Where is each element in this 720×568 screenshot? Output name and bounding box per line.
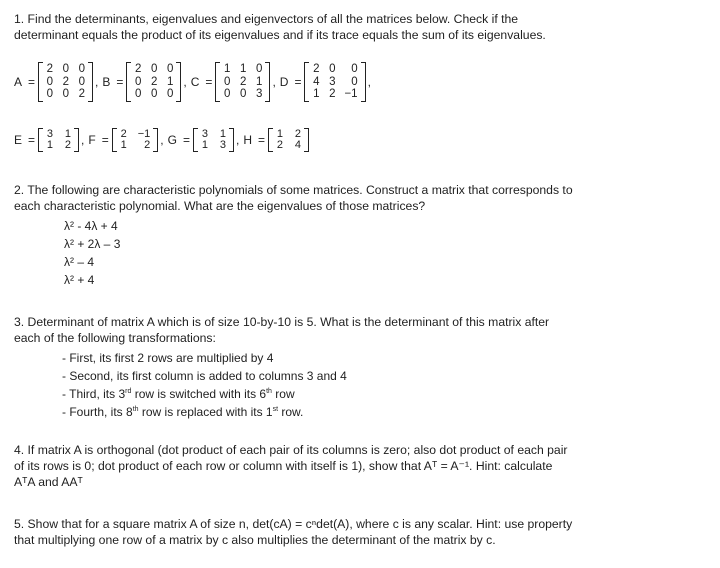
- matrix-cell: 2: [313, 63, 320, 75]
- matrix-cell: 0: [224, 75, 231, 88]
- matrix-cell: 0: [151, 63, 158, 75]
- matrix-cell: 3: [219, 139, 226, 151]
- matrix-cell: 2: [78, 88, 86, 100]
- matrix-cell: 0: [329, 63, 336, 75]
- right-bracket: [265, 62, 270, 102]
- matrix-cell: 0: [167, 88, 174, 100]
- matrix-cell: 3: [329, 75, 336, 88]
- matrix-d: [304, 62, 365, 102]
- matrix-name: B: [102, 74, 111, 89]
- matrix-cell: 2: [64, 139, 72, 151]
- question-2: [14, 182, 710, 214]
- matrix-cell: 0: [224, 88, 231, 100]
- right-bracket: [229, 128, 234, 152]
- matrix-cell: 2: [144, 139, 151, 151]
- matrix-cell: 1: [256, 75, 263, 88]
- matrix-cell: 2: [135, 63, 142, 75]
- question-5-line-2: that multiplying one row of a matrix by c also multiplies the determinant of the matrix by c.: [14, 533, 496, 547]
- matrix-cell: 1: [201, 139, 208, 151]
- matrix-cell: 4: [294, 139, 302, 151]
- question-5-line-1: 5. Show that for a square matrix A of size n, det(cA) = cⁿdet(A), where c is any scalar. Hint: use property: [14, 517, 573, 531]
- matrix-cell: 0: [351, 75, 358, 88]
- matrix-name: A: [14, 74, 23, 89]
- matrix-cell: 0: [78, 63, 86, 75]
- matrix-cell: 1: [46, 139, 54, 151]
- equals-sign: =: [28, 133, 36, 147]
- matrices-2x2-row: [14, 128, 710, 164]
- equals-sign: =: [182, 133, 190, 147]
- matrix-cell: 1: [240, 63, 247, 75]
- matrix-cell: 4: [313, 75, 320, 88]
- matrix-h: [268, 128, 309, 152]
- matrix-cell: 2: [276, 139, 284, 151]
- matrices-3x3-row: [14, 62, 710, 114]
- transformation-step: - Second, its first column is added to columns 3 and 4: [62, 369, 347, 383]
- matrix-row-3x3: [14, 62, 375, 102]
- matrix-cell: 2: [329, 88, 336, 100]
- matrix-c: [215, 62, 270, 102]
- right-bracket: [304, 128, 309, 152]
- matrix-cell: 0: [46, 75, 54, 88]
- matrix-cell: 0: [135, 75, 142, 88]
- question-3-line-2: each of the following transformations:: [14, 331, 216, 345]
- right-bracket: [176, 62, 181, 102]
- separator-comma: ,: [367, 74, 371, 89]
- matrix-cell: 2: [151, 75, 158, 88]
- separator-comma: ,: [95, 74, 99, 89]
- transformation-step: - Third, its 3rd row is switched with its 6th row: [62, 387, 295, 401]
- equals-sign: =: [101, 133, 109, 147]
- matrix-name: D: [279, 74, 289, 89]
- question-1-line-2: determinant equals the product of its eigenvalues and if its trace equals the sum of its eigenvalues.: [14, 28, 546, 42]
- question-1: [14, 11, 710, 43]
- polynomial-item: λ² – 4: [64, 255, 95, 269]
- question-4: [14, 442, 710, 490]
- separator-comma: ,: [81, 133, 85, 147]
- matrix-name: G: [167, 133, 177, 147]
- question-2-line-1: 2. The following are characteristic polynomials of some matrices. Construct a matrix that corresponds to: [14, 183, 573, 197]
- transformation-list: [14, 350, 710, 422]
- separator-comma: ,: [183, 74, 187, 89]
- matrix-cell: 0: [256, 63, 263, 75]
- transformation-step: - Fourth, its 8th row is replaced with its 1st row.: [62, 405, 304, 419]
- question-3: [14, 314, 710, 346]
- equals-sign: =: [116, 74, 124, 89]
- matrix-a: [38, 62, 93, 102]
- matrix-name: F: [88, 133, 96, 147]
- matrix-cell: 0: [62, 63, 70, 75]
- matrix-cell: 3: [46, 128, 54, 140]
- question-2-line-2: each characteristic polynomial. What are the eigenvalues of those matrices?: [14, 199, 426, 213]
- matrix-cell: 3: [201, 128, 208, 140]
- separator-comma: ,: [160, 133, 164, 147]
- matrix-cell: 0: [46, 88, 54, 100]
- matrix-cell: 1: [167, 75, 174, 88]
- matrix-cell: 2: [240, 75, 247, 88]
- question-4-line-2: of its rows is 0; dot product of each row or column with itself is 1), show that Aᵀ = A⁻¹. Hint: calculate: [14, 459, 553, 473]
- matrix-name: E: [14, 133, 23, 147]
- matrix-cell: 1: [219, 128, 226, 140]
- matrix-f: [112, 128, 159, 152]
- matrix-row-2x2: [14, 128, 309, 152]
- matrix-cell: 1: [224, 63, 231, 75]
- matrix-cell: 0: [240, 88, 247, 100]
- question-4-line-1: 4. If matrix A is orthogonal (dot product of each pair of its columns is zero; also dot product of each pair: [14, 443, 568, 457]
- right-bracket: [153, 128, 158, 152]
- matrix-cell: 2: [120, 128, 127, 140]
- matrix-cell: −1: [344, 88, 358, 100]
- matrix-cell: 1: [120, 139, 127, 151]
- equals-sign: =: [205, 74, 213, 89]
- question-1-line-1: 1. Find the determinants, eigenvalues and eigenvectors of all the matrices below. Check if the: [14, 12, 519, 26]
- matrix-cell: 3: [256, 88, 263, 100]
- matrix-g: [193, 128, 234, 152]
- right-bracket: [88, 62, 93, 102]
- matrix-cell: 2: [46, 63, 54, 75]
- matrix-cell: 0: [135, 88, 142, 100]
- matrix-name: H: [243, 133, 252, 147]
- matrix-cell: 0: [167, 63, 174, 75]
- question-3-line-1: 3. Determinant of matrix A which is of size 10-by-10 is 5. What is the determinant of this matrix after: [14, 315, 550, 329]
- equals-sign: =: [294, 74, 302, 89]
- equals-sign: =: [28, 74, 36, 89]
- matrix-cell: 0: [351, 63, 358, 75]
- polynomial-list: [14, 218, 710, 290]
- polynomial-item: λ² + 2λ – 3: [64, 237, 121, 251]
- matrix-cell: 2: [294, 128, 302, 140]
- matrix-cell: 0: [151, 88, 158, 100]
- matrix-cell: 1: [64, 128, 72, 140]
- matrix-b: [126, 62, 181, 102]
- question-5: [14, 516, 710, 548]
- matrix-cell: 0: [62, 88, 70, 100]
- matrix-e: [38, 128, 79, 152]
- separator-comma: ,: [272, 74, 276, 89]
- matrix-cell: 2: [62, 75, 70, 88]
- matrix-cell: 1: [313, 88, 320, 100]
- transformation-step: - First, its first 2 rows are multiplied by 4: [62, 351, 274, 365]
- matrix-cell: 1: [276, 128, 284, 140]
- matrix-cell: 0: [78, 75, 86, 88]
- right-bracket: [74, 128, 79, 152]
- matrix-name: C: [190, 74, 200, 89]
- polynomial-item: λ² - 4λ + 4: [64, 219, 118, 233]
- separator-comma: ,: [235, 133, 240, 147]
- right-bracket: [361, 62, 366, 102]
- matrix-cell: −1: [137, 128, 151, 140]
- question-4-line-3: AᵀA and AAᵀ: [14, 475, 83, 489]
- equals-sign: =: [258, 133, 266, 147]
- polynomial-item: λ² + 4: [64, 273, 95, 287]
